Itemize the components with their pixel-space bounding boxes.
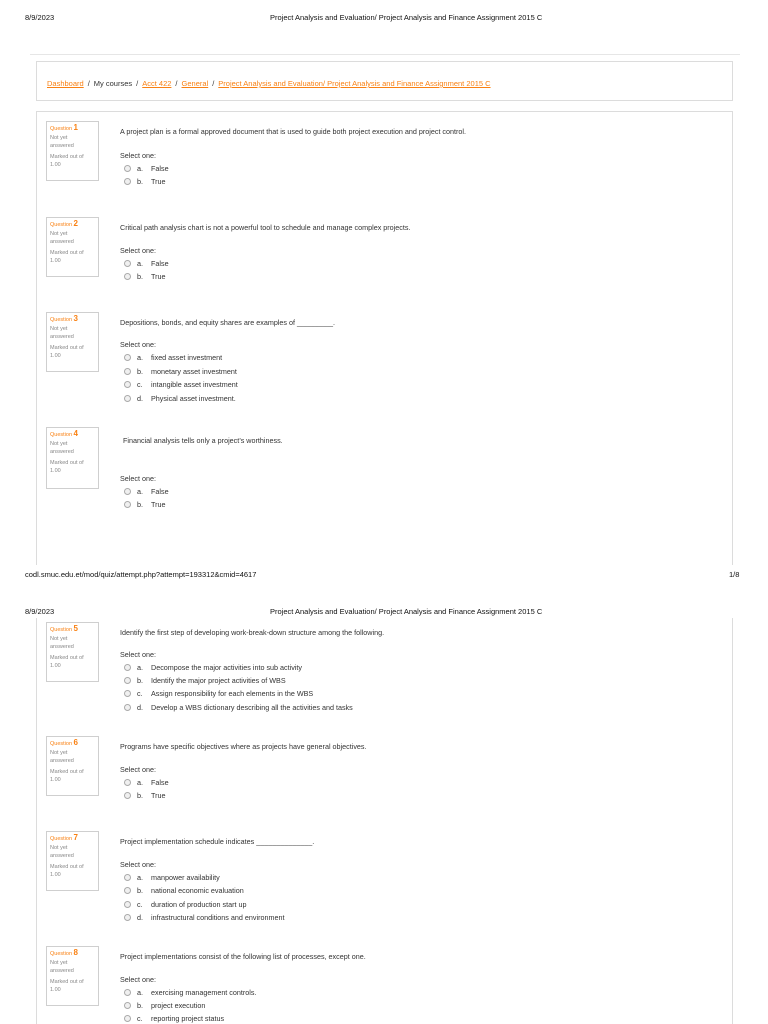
option-8b[interactable]: b. project execution: [124, 1001, 205, 1010]
question-info-4: Question 4 Not yet answered Marked out of 1.00: [46, 427, 99, 489]
select-one-label: Select one:: [120, 650, 156, 659]
radio-button[interactable]: [124, 914, 131, 921]
option-5c[interactable]: c. Assign responsibility for each elements in the WBS: [124, 689, 313, 698]
option-3b[interactable]: b. monetary asset investment: [124, 367, 237, 376]
radio-button[interactable]: [124, 381, 131, 388]
select-one-label: Select one:: [120, 340, 156, 349]
option-4a[interactable]: a. False: [124, 487, 169, 496]
radio-button[interactable]: [124, 677, 131, 684]
radio-button[interactable]: [124, 273, 131, 280]
option-8c[interactable]: c. reporting project status: [124, 1014, 224, 1023]
radio-button[interactable]: [124, 354, 131, 361]
question-text-3: Depositions, bonds, and equity shares are examples of _________.: [120, 318, 335, 327]
breadcrumb-general[interactable]: General: [181, 79, 209, 88]
radio-button[interactable]: [124, 704, 131, 711]
option-7b[interactable]: b. national economic evaluation: [124, 886, 244, 895]
question-text-2: Critical path analysis chart is not a powerful tool to schedule and manage complex projects.: [120, 223, 411, 232]
radio-button[interactable]: [124, 1015, 131, 1022]
radio-button[interactable]: [124, 488, 131, 495]
breadcrumb-course[interactable]: Acct 422: [142, 79, 172, 88]
question-text-6: Programs have specific objectives where as projects have general objectives.: [120, 742, 367, 751]
option-1b[interactable]: b. True: [124, 177, 166, 186]
option-5a[interactable]: a. Decompose the major activities into sub activity: [124, 663, 302, 672]
question-info-1: Question 1 Not yet answered Marked out of 1.00: [46, 121, 99, 181]
question-info-3: Question 3 Not yet answered Marked out of 1.00: [46, 312, 99, 372]
question-text-7: Project implementation schedule indicates ______________.: [120, 837, 315, 846]
option-7c[interactable]: c. duration of production start up: [124, 900, 247, 909]
question-text-4: Financial analysis tells only a project’s worthiness.: [123, 436, 283, 445]
breadcrumb-dashboard[interactable]: Dashboard: [47, 79, 84, 88]
option-3d[interactable]: d. Physical asset investment.: [124, 394, 236, 403]
option-6b[interactable]: b. True: [124, 791, 166, 800]
radio-button[interactable]: [124, 1002, 131, 1009]
breadcrumb: Dashboard / My courses / Acct 422 / General / Project Analysis and Evaluation/ Project Analysis and Finance Assignment 2015 C: [47, 79, 491, 88]
question-info-5: Question 5 Not yet answered Marked out of 1.00: [46, 622, 99, 682]
select-one-label: Select one:: [120, 860, 156, 869]
radio-button[interactable]: [124, 887, 131, 894]
option-6a[interactable]: a. False: [124, 778, 169, 787]
radio-button[interactable]: [124, 690, 131, 697]
select-one-label: Select one:: [120, 246, 156, 255]
option-3c[interactable]: c. intangible asset investment: [124, 380, 238, 389]
radio-button[interactable]: [124, 395, 131, 402]
question-text-5: Identify the first step of developing work-break-down structure among the following.: [120, 628, 385, 637]
select-one-label: Select one:: [120, 151, 156, 160]
print-date: 8/9/2023: [25, 13, 55, 22]
print-date: 8/9/2023: [25, 607, 55, 616]
question-info-7: Question 7 Not yet answered Marked out of 1.00: [46, 831, 99, 891]
radio-button[interactable]: [124, 874, 131, 881]
option-7a[interactable]: a. manpower availability: [124, 873, 220, 882]
option-8a[interactable]: a. exercising management controls.: [124, 988, 256, 997]
radio-button[interactable]: [124, 664, 131, 671]
select-one-label: Select one:: [120, 975, 156, 984]
option-5d[interactable]: d. Develop a WBS dictionary describing all the activities and tasks: [124, 703, 353, 712]
print-footer-url: codl.smuc.edu.et/mod/quiz/attempt.php?attempt=193312&cmid=4617: [25, 570, 257, 579]
question-info-8: Question 8 Not yet answered Marked out of 1.00: [46, 946, 99, 1006]
select-one-label: Select one:: [120, 474, 156, 483]
option-4b[interactable]: b. True: [124, 500, 166, 509]
radio-button[interactable]: [124, 989, 131, 996]
option-2b[interactable]: b. True: [124, 272, 166, 281]
question-info-2: Question 2 Not yet answered Marked out of 1.00: [46, 217, 99, 277]
radio-button[interactable]: [124, 792, 131, 799]
radio-button[interactable]: [124, 779, 131, 786]
breadcrumb-my-courses: My courses: [93, 79, 133, 88]
question-info-6: Question 6 Not yet answered Marked out of 1.00: [46, 736, 99, 796]
radio-button[interactable]: [124, 901, 131, 908]
radio-button[interactable]: [124, 260, 131, 267]
question-text-8: Project implementations consist of the following list of processes, except one.: [120, 952, 366, 961]
radio-button[interactable]: [124, 178, 131, 185]
radio-button[interactable]: [124, 165, 131, 172]
breadcrumb-bar: [36, 61, 733, 101]
radio-button[interactable]: [124, 368, 131, 375]
option-7d[interactable]: d. infrastructural conditions and environment: [124, 913, 284, 922]
option-3a[interactable]: a. fixed asset investment: [124, 353, 222, 362]
breadcrumb-quiz[interactable]: Project Analysis and Evaluation/ Project Analysis and Finance Assignment 2015 C: [218, 79, 491, 88]
print-title: Project Analysis and Evaluation/ Project Analysis and Finance Assignment 2015 C: [270, 13, 543, 22]
print-title: Project Analysis and Evaluation/ Project Analysis and Finance Assignment 2015 C: [270, 607, 543, 616]
print-page-number: 1/8: [729, 570, 740, 579]
radio-button[interactable]: [124, 501, 131, 508]
divider: [30, 54, 740, 55]
select-one-label: Select one:: [120, 765, 156, 774]
option-5b[interactable]: b. Identify the major project activities of WBS: [124, 676, 286, 685]
option-2a[interactable]: a. False: [124, 259, 169, 268]
question-text-1: A project plan is a formal approved document that is used to guide both project execution and project control.: [120, 127, 467, 136]
option-1a[interactable]: a. False: [124, 164, 169, 173]
